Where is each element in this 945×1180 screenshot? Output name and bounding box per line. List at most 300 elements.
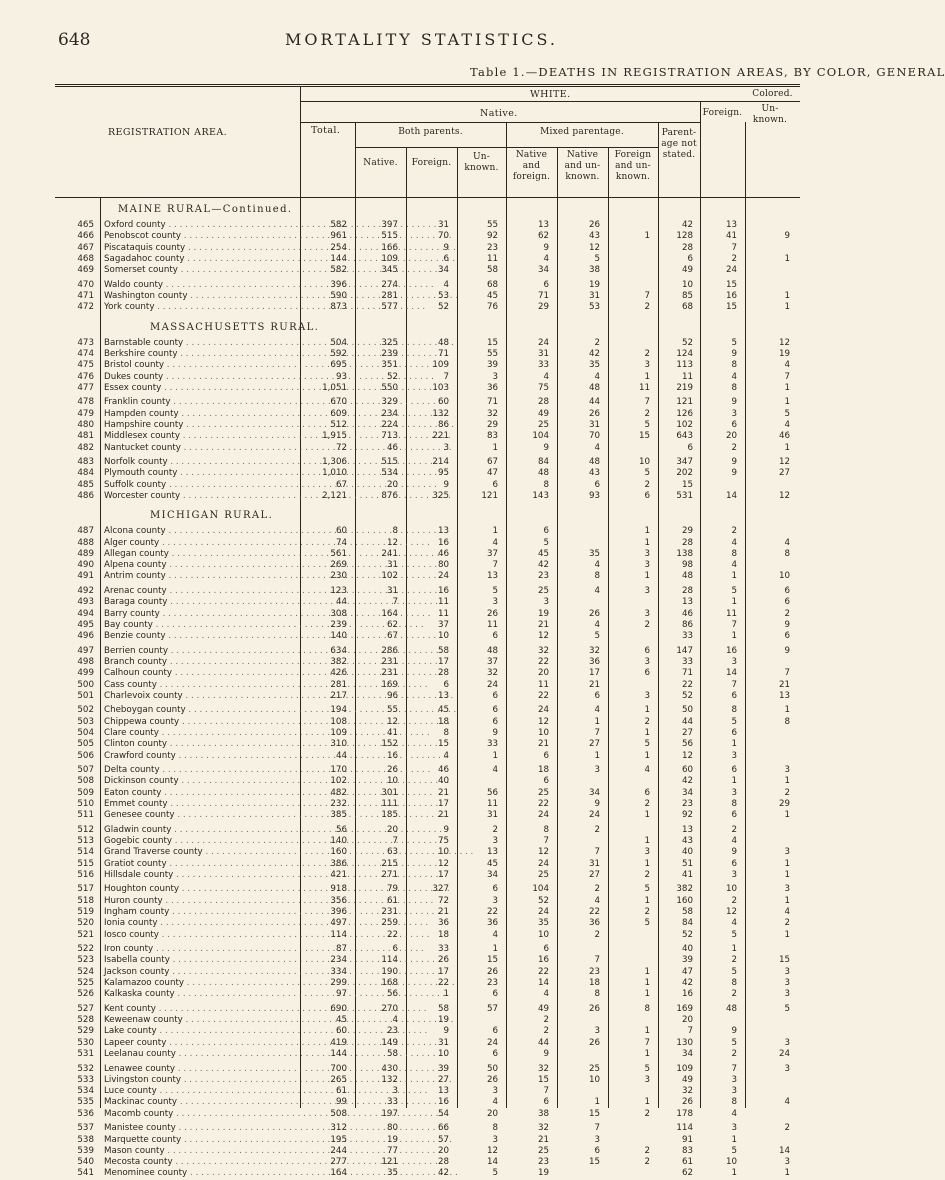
cell-colored: 1 (784, 895, 790, 906)
cell-unknown: 9 (731, 847, 737, 858)
cell-foreign-unknown: 6 (644, 645, 650, 656)
cell-unknown: 10 (725, 884, 737, 895)
cell-both-foreign: 70 (437, 231, 449, 242)
cell-both-native: 22 (386, 929, 398, 940)
row-number: 503 (77, 716, 94, 727)
cell-colored: 1 (784, 869, 790, 880)
cell-foreign: 7 (687, 1026, 693, 1037)
cell-native-foreign: 25 (537, 1145, 549, 1156)
cell-both-foreign: 27 (437, 1074, 449, 1085)
cell-both-foreign: 60 (437, 397, 449, 408)
table-row (0, 967, 800, 978)
cell-total: 244 (330, 1145, 347, 1156)
cell-foreign-unknown: 1 (644, 966, 650, 977)
cell-both-foreign: 80 (437, 560, 449, 571)
cell-foreign: 62 (681, 1168, 693, 1179)
cell-total: 277 (330, 1157, 347, 1168)
cell-both-foreign: 28 (437, 668, 449, 679)
cell-native-foreign: 21 (537, 619, 549, 630)
cell-unknown: 1 (731, 597, 737, 608)
table-row (0, 918, 800, 929)
cell-both-native: 16 (386, 750, 398, 761)
row-number: 471 (77, 291, 94, 301)
area-name: Piscataquis county . . . (104, 243, 298, 253)
area-name: Oxford county . . . (104, 220, 298, 230)
cell-native-unknown: 21 (588, 679, 600, 690)
table-row (0, 717, 800, 728)
cell-both-foreign: 58 (437, 645, 449, 656)
cell-foreign: 147 (676, 645, 693, 656)
section-title: MAINE RURAL—Continued. (118, 204, 293, 215)
cell-unknown: 8 (731, 798, 737, 809)
row-number: 502 (77, 705, 94, 716)
cell-colored: 7 (784, 668, 790, 679)
cell-both-native: 231 (381, 907, 398, 917)
cell-foreign: 6 (687, 442, 693, 453)
cell-both-foreign: 13 (437, 690, 449, 701)
cell-both-foreign: 75 (437, 836, 449, 846)
cell-both-foreign: 103 (432, 382, 449, 393)
cell-both-foreign: 26 (437, 955, 449, 966)
cell-unknown: 3 (731, 750, 737, 761)
cell-native-foreign: 28 (537, 397, 549, 408)
area-name: Iosco county . . . (104, 930, 298, 940)
cell-foreign-unknown: 2 (644, 869, 650, 880)
cell-foreign: 47 (681, 966, 693, 977)
cell-colored: 8 (784, 716, 790, 727)
cell-unknown: 6 (731, 858, 737, 869)
cell-both-native: 10 (386, 776, 398, 787)
cell-colored: 3 (784, 884, 790, 895)
cell-native-unknown: 17 (588, 668, 600, 679)
cell-foreign: 39 (681, 955, 693, 966)
cell-both-native: 12 (386, 716, 398, 727)
table-row (0, 491, 800, 502)
table-row (0, 420, 800, 431)
cell-foreign: 102 (676, 419, 693, 430)
cell-both-foreign: 4 (443, 750, 449, 761)
cell-colored: 1 (784, 776, 790, 787)
cell-native-unknown: 27 (588, 869, 600, 880)
cell-native-foreign: 24 (537, 810, 549, 821)
cell-total: 504 (330, 337, 347, 348)
cell-unknown: 1 (731, 1168, 737, 1179)
cell-total: 140 (330, 836, 347, 846)
cell-native-foreign: 49 (537, 1003, 549, 1014)
table-row (0, 657, 800, 668)
cell-unknown: 15 (725, 302, 737, 313)
cell-both-native: 41 (386, 727, 398, 738)
cell-total: 109 (330, 727, 347, 738)
cell-both-foreign: 31 (437, 1037, 449, 1048)
cell-native-foreign: 44 (537, 1037, 549, 1048)
cell-foreign-unknown: 2 (644, 619, 650, 630)
cell-native-unknown: 4 (594, 585, 600, 596)
cell-total: 386 (330, 858, 347, 869)
cell-both-native: 77 (386, 1145, 398, 1156)
cell-total: 356 (330, 895, 347, 906)
cell-both-foreign: 214 (432, 457, 449, 467)
table-row (0, 609, 800, 620)
cell-both-native: 67 (386, 631, 398, 642)
cell-unknown: 5 (731, 716, 737, 727)
table-row (0, 788, 800, 799)
cell-both-foreign: 12 (437, 858, 449, 869)
cell-unknown: 4 (731, 560, 737, 571)
cell-native-unknown: 3 (594, 1026, 600, 1037)
cell-foreign: 68 (681, 302, 693, 313)
cell-native-unknown: 22 (588, 907, 600, 917)
cell-both-unknown: 6 (492, 716, 498, 727)
area-name: Emmet county . . . (104, 799, 298, 809)
cell-both-unknown: 45 (486, 858, 498, 869)
cell-total: 72 (335, 442, 347, 453)
cell-native-unknown: 2 (594, 337, 600, 348)
row-number: 535 (77, 1097, 94, 1108)
cell-both-unknown: 13 (486, 847, 498, 858)
cell-native-foreign: 24 (537, 337, 549, 348)
cell-total: 421 (330, 869, 347, 880)
cell-foreign: 531 (676, 490, 693, 501)
cell-both-native: 80 (386, 1123, 398, 1134)
cell-unknown: 9 (731, 397, 737, 408)
cell-foreign: 11 (681, 371, 693, 382)
cell-colored: 8 (784, 548, 790, 559)
cell-native-foreign: 12 (537, 716, 549, 727)
cell-both-foreign: 54 (437, 1108, 449, 1119)
area-name: Suffolk county . . . (104, 480, 298, 490)
cell-total: 2,121 (322, 490, 347, 501)
cell-both-native: 197 (381, 1108, 398, 1119)
cell-both-native: 31 (386, 585, 398, 596)
area-name: Mason county . . . (104, 1146, 298, 1156)
cell-foreign: 34 (681, 787, 693, 798)
cell-native-foreign: 42 (537, 560, 549, 571)
cell-unknown: 8 (731, 382, 737, 393)
cell-native-foreign: 48 (537, 468, 549, 479)
cell-both-native: 430 (381, 1063, 398, 1074)
table-row (0, 1109, 800, 1120)
cell-total: 426 (330, 668, 347, 679)
cell-foreign-unknown: 3 (644, 608, 650, 619)
cell-native-foreign: 32 (537, 645, 549, 656)
cell-total: 194 (330, 705, 347, 716)
row-number: 494 (77, 608, 94, 619)
cell-both-unknown: 6 (492, 884, 498, 895)
cell-both-foreign: 21 (437, 810, 449, 821)
area-name: Huron county . . . (104, 896, 298, 906)
cell-native-foreign: 32 (537, 1063, 549, 1074)
row-number: 501 (77, 690, 94, 701)
cell-both-unknown: 5 (492, 585, 498, 596)
row-number: 472 (77, 302, 94, 313)
row-number: 495 (77, 619, 94, 630)
cell-both-foreign: 18 (437, 929, 449, 940)
cell-unknown: 3 (731, 787, 737, 798)
cell-colored: 1 (784, 397, 790, 408)
cell-foreign: 114 (676, 1123, 693, 1134)
cell-foreign: 121 (676, 397, 693, 408)
cell-total: 312 (330, 1123, 347, 1134)
table-row (0, 691, 800, 702)
cell-unknown: 11 (725, 608, 737, 619)
header-white: WHITE. (530, 89, 571, 100)
cell-foreign: 32 (681, 1086, 693, 1097)
cell-native-foreign: 49 (537, 408, 549, 419)
cell-both-foreign: 13 (437, 1086, 449, 1097)
table-row (0, 349, 800, 360)
cell-both-unknown: 11 (486, 798, 498, 809)
cell-native-unknown: 43 (588, 231, 600, 242)
header-unknown: Un- known. (752, 104, 788, 125)
cell-both-native: 20 (386, 824, 398, 835)
cell-total: 60 (335, 526, 347, 537)
cell-foreign-unknown: 2 (644, 348, 650, 359)
cell-foreign-unknown: 1 (644, 1097, 650, 1108)
cell-both-unknown: 3 (492, 836, 498, 846)
cell-both-native: 19 (386, 1134, 398, 1145)
cell-native-unknown: 2 (594, 884, 600, 895)
cell-unknown: 4 (731, 371, 737, 382)
cell-colored: 1 (784, 382, 790, 393)
cell-total: 87 (335, 944, 347, 955)
cell-native-foreign: 14 (537, 978, 549, 988)
row-number: 537 (77, 1123, 94, 1134)
cell-colored: 1 (784, 705, 790, 716)
cell-both-foreign: 16 (437, 537, 449, 548)
cell-foreign: 12 (681, 750, 693, 761)
table-row (0, 668, 800, 679)
cell-both-native: 114 (381, 955, 398, 966)
cell-foreign-unknown: 1 (644, 371, 650, 382)
cell-foreign-unknown: 3 (644, 548, 650, 559)
cell-both-foreign: 3 (443, 442, 449, 453)
cell-colored: 1 (784, 302, 790, 313)
cell-both-native: 3 (392, 1086, 398, 1097)
cell-both-native: 168 (381, 978, 398, 988)
cell-foreign: 84 (681, 918, 693, 929)
row-number: 509 (77, 787, 94, 798)
cell-foreign-unknown: 8 (644, 1003, 650, 1014)
cell-unknown: 2 (731, 253, 737, 264)
cell-both-native: 325 (381, 337, 398, 348)
table-row (0, 870, 800, 881)
cell-colored: 9 (784, 619, 790, 630)
cell-both-foreign: 325 (432, 490, 449, 501)
cell-unknown: 1 (731, 631, 737, 642)
header-parentage-not-stated: Parent- age not stated. (661, 128, 697, 160)
rule (55, 84, 800, 85)
cell-foreign: 27 (681, 727, 693, 738)
cell-native-foreign: 25 (537, 869, 549, 880)
cell-both-native: 96 (386, 690, 398, 701)
cell-both-foreign: 28 (437, 1157, 449, 1168)
cell-foreign: 15 (681, 479, 693, 490)
cell-both-foreign: 16 (437, 1097, 449, 1108)
cell-foreign: 42 (681, 776, 693, 787)
cell-both-unknown: 15 (486, 955, 498, 966)
cell-native-foreign: 24 (537, 858, 549, 869)
area-name: Alpena county . . . (104, 560, 298, 570)
cell-colored: 3 (784, 966, 790, 977)
row-number: 493 (77, 597, 94, 608)
row-number: 507 (77, 765, 94, 775)
cell-both-unknown: 92 (486, 231, 498, 242)
cell-both-foreign: 11 (437, 597, 449, 608)
row-number: 536 (77, 1108, 94, 1119)
table-row (0, 825, 800, 836)
cell-native-unknown: 5 (594, 253, 600, 264)
cell-both-native: 52 (386, 371, 398, 382)
cell-both-foreign: 58 (437, 1003, 449, 1014)
area-name: Hillsdale county . . . (104, 870, 298, 880)
cell-total: 254 (330, 242, 347, 253)
cell-foreign: 56 (681, 739, 693, 750)
cell-both-foreign: 18 (437, 716, 449, 727)
cell-colored: 2 (784, 787, 790, 798)
cell-native-unknown: 8 (594, 989, 600, 1000)
cell-both-foreign: 221 (432, 431, 449, 442)
cell-unknown: 2 (731, 955, 737, 966)
cell-both-foreign: 42 (437, 1168, 449, 1179)
area-name: Manistee county . . . (104, 1123, 298, 1133)
section-title: MICHIGAN RURAL. (150, 510, 274, 522)
cell-both-native: 515 (381, 457, 398, 467)
cell-colored: 1 (784, 291, 790, 301)
cell-both-native: 12 (386, 537, 398, 548)
cell-native-foreign: 20 (537, 668, 549, 679)
cell-both-unknown: 5 (492, 1168, 498, 1179)
cell-both-foreign: 15 (437, 739, 449, 750)
cell-unknown: 5 (731, 1145, 737, 1156)
cell-both-native: 26 (386, 765, 398, 775)
cell-native-foreign: 21 (537, 1134, 549, 1145)
cell-unknown: 41 (725, 231, 737, 242)
cell-native-unknown: 53 (588, 302, 600, 313)
cell-native-unknown: 35 (588, 360, 600, 371)
cell-native-foreign: 25 (537, 585, 549, 596)
cell-both-unknown: 3 (492, 1086, 498, 1097)
cell-both-native: 35 (386, 1168, 398, 1179)
cell-native-foreign: 6 (543, 526, 549, 537)
cell-both-foreign: 48 (437, 337, 449, 348)
table-row (0, 1026, 800, 1037)
row-number: 524 (77, 966, 94, 977)
cell-both-native: 55 (386, 705, 398, 716)
cell-unknown: 4 (731, 918, 737, 929)
area-name: Jackson county . . . (104, 967, 298, 977)
cell-unknown: 2 (731, 526, 737, 537)
cell-native-unknown: 15 (588, 1108, 600, 1119)
area-name: Berrien county . . . (104, 646, 298, 656)
table-row (0, 1097, 800, 1108)
cell-both-foreign: 24 (437, 571, 449, 582)
cell-foreign-unknown: 1 (644, 537, 650, 548)
cell-total: 56 (335, 824, 347, 835)
table-row (0, 620, 800, 631)
cell-unknown: 2 (731, 895, 737, 906)
row-number: 489 (77, 548, 94, 559)
cell-foreign: 347 (676, 457, 693, 467)
cell-foreign: 52 (681, 929, 693, 940)
cell-unknown: 8 (731, 978, 737, 988)
table-row (0, 291, 800, 302)
cell-foreign-unknown: 3 (644, 656, 650, 667)
table-row (0, 360, 800, 371)
cell-native-foreign: 38 (537, 1108, 549, 1119)
cell-native-foreign: 19 (537, 608, 549, 619)
cell-foreign-unknown: 1 (644, 810, 650, 821)
cell-total: 281 (330, 679, 347, 690)
cell-native-unknown: 44 (588, 397, 600, 408)
area-name: Hampden county . . . (104, 409, 298, 419)
cell-both-foreign: 95 (437, 468, 449, 479)
cell-both-unknown: 4 (492, 929, 498, 940)
cell-both-native: 231 (381, 668, 398, 679)
cell-both-native: 397 (381, 220, 398, 230)
cell-total: 61 (335, 1086, 347, 1097)
area-name: Mecosta county . . . (104, 1157, 298, 1167)
table-row (0, 884, 800, 895)
cell-colored: 2 (784, 608, 790, 619)
cell-both-unknown: 26 (486, 1074, 498, 1085)
cell-foreign-unknown: 2 (644, 907, 650, 917)
cell-unknown: 1 (731, 571, 737, 582)
cell-unknown: 20 (725, 431, 737, 442)
cell-colored: 9 (784, 645, 790, 656)
cell-both-foreign: 17 (437, 656, 449, 667)
cell-both-unknown: 58 (486, 265, 498, 276)
cell-both-unknown: 83 (486, 431, 498, 442)
cell-both-native: 46 (386, 442, 398, 453)
cell-both-unknown: 50 (486, 1063, 498, 1074)
row-number: 532 (77, 1063, 94, 1074)
cell-both-foreign: 72 (437, 895, 449, 906)
header-colored: Colored. (752, 89, 793, 99)
table-row (0, 1038, 800, 1049)
cell-both-foreign: 9 (443, 242, 449, 253)
cell-foreign: 48 (681, 571, 693, 582)
row-number: 468 (77, 253, 94, 264)
cell-native-foreign: 34 (537, 265, 549, 276)
cell-foreign: 28 (681, 242, 693, 253)
cell-colored: 9 (784, 231, 790, 242)
cell-native-unknown: 4 (594, 442, 600, 453)
area-name: Berkshire county . . . (104, 349, 298, 359)
cell-unknown: 4 (731, 1108, 737, 1119)
cell-foreign-unknown: 5 (644, 419, 650, 430)
cell-total: 299 (330, 978, 347, 988)
cell-both-unknown: 26 (486, 966, 498, 977)
table-row (0, 597, 800, 608)
cell-both-native: 58 (386, 1049, 398, 1059)
cell-native-foreign: 9 (543, 1049, 549, 1059)
cell-both-native: 62 (386, 619, 398, 630)
cell-total: 308 (330, 608, 347, 619)
row-number: 486 (77, 490, 94, 501)
cell-native-foreign: 22 (537, 966, 549, 977)
cell-native-foreign: 8 (543, 824, 549, 835)
cell-total: 44 (335, 750, 347, 761)
cell-colored: 29 (778, 798, 790, 809)
cell-native-foreign: 13 (537, 220, 549, 230)
cell-native-foreign: 5 (543, 537, 549, 548)
area-name: Barry county . . . (104, 609, 298, 619)
cell-native-unknown: 4 (594, 371, 600, 382)
cell-both-foreign: 4 (443, 279, 449, 290)
cell-foreign-unknown: 2 (644, 1157, 650, 1168)
table-row (0, 799, 800, 810)
